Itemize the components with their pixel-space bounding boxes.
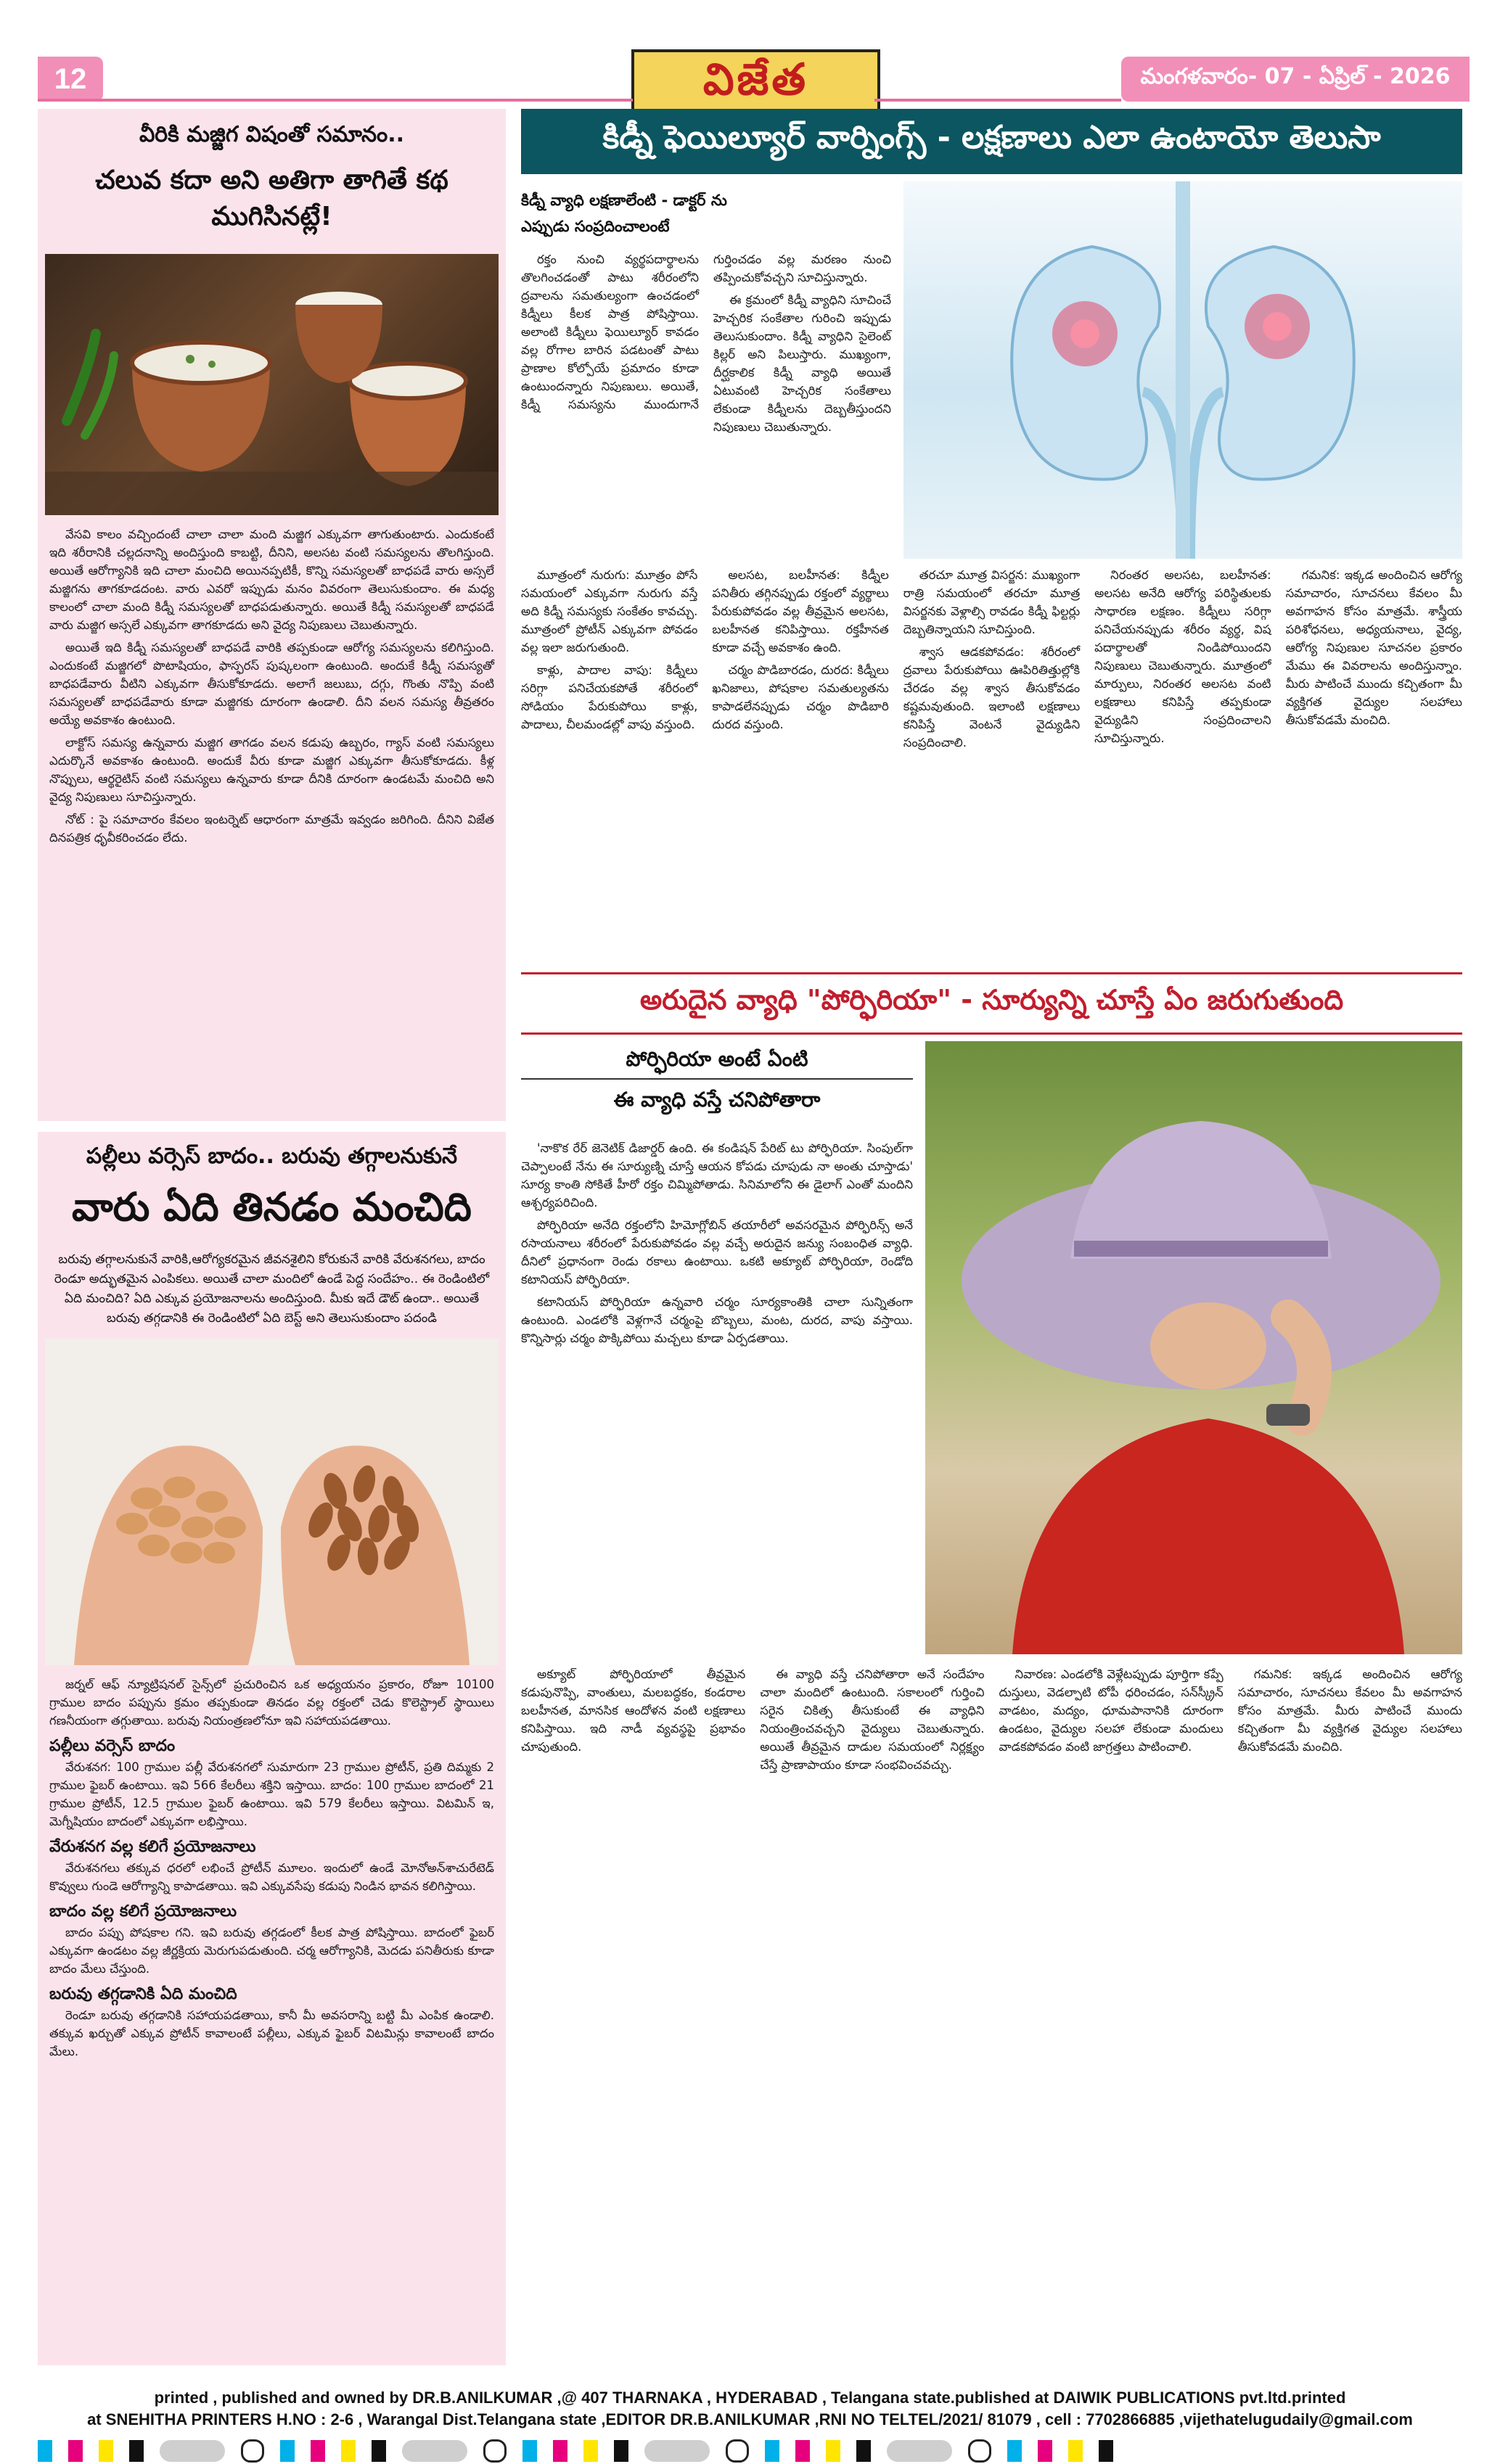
- buttermilk-note: నోట్ : పై సమాచారం కేవలం ఇంటర్నెట్ ఆధారంగా మాత్రమే ఇవ్వడం జరిగింది. దీనిని విజేత దినపత్రిక ధృవీకరించడం లేదు.: [49, 813, 494, 845]
- grey-tint-swatch: [402, 2440, 467, 2462]
- kidney-body-top: [521, 250, 891, 548]
- cyan-swatch: [280, 2440, 295, 2462]
- kidney-paragraph: శ్వాస ఆడకపోవడం: శరీరంలో ద్రవాలు పేరుకుపోయి ఊపిరితిత్తుల్లోకి చేరడం వల్ల శ్వాస తీసుకోవడం కష్టమవుతుంది. ఇలాంటి లక్షణాలు కనిపిస్తే వెంటనే వైద్యుడిని సంప్రదించాలి.: [903, 645, 1081, 750]
- kidney-subhead: కిడ్నీ వ్యాధి లక్షణాలేంటి - డాక్టర్ ను ఎప్పుడు సంప్రదించాలంటే: [521, 192, 727, 235]
- buttermilk-paragraph: అయితే ఇది కిడ్నీ సమస్యలతో బాధపడే వారికి తప్పకుండా ఆరోగ్య సమస్యలను కలిగిస్తుంది. ఎందుకంటే మజ్జిగలో పొటాషియం, ఫాస్ఫరస్ పుష్కలంగా ఉంటుంది. అందుకే కిడ్నీ సమస్యతో బాధపడేవారు వీటిని ఎక్కువగా తీసుకోకూడదు. అలాగే జలుబు, దగ్గు, గొంతు నొప్పి వంటి సమస్యలతో బాధపడేవారు కూడా మజ్జిగకు దూరంగా ఉండాలి. దీని వలన సమస్య తీవ్రతరం అయ్యే అవకాశం ఉంటుంది.: [49, 641, 494, 727]
- magenta-swatch: [553, 2440, 567, 2462]
- yellow-swatch: [583, 2440, 598, 2462]
- grey-tint-swatch: [160, 2440, 225, 2462]
- masthead-title: విజేత: [702, 54, 809, 105]
- porphyria-paragraph: కటానియస్ పోర్ఫిరియా ఉన్నవారి చర్మం సూర్యకాంతికి చాలా సున్నితంగా ఉంటుంది. ఎండలోకి వెళ్లగానే చర్మంపై బొబ్బలు, మంట, దురద, వాపు వస్తాయి. కొన్నిసార్లు చర్మం పొక్కిపోయి మచ్చలు కూడా ఏర్పడతాయి.: [521, 1295, 913, 1345]
- kidney-banner: కిడ్నీ ఫెయిల్యూర్ వార్నింగ్స్ - లక్షణాలు ఎలా ఉంటాయో తెలుసా: [521, 109, 1462, 174]
- peanuts-section-title: బాదం వల్ల కలిగే ప్రయోజనాలు: [49, 1902, 237, 1921]
- cyan-swatch: [522, 2440, 537, 2462]
- kidney-photo: [903, 181, 1462, 559]
- registration-mark-icon: [483, 2439, 507, 2463]
- header-rule-right: [874, 99, 1121, 102]
- registration-mark-icon: [968, 2439, 991, 2463]
- porphyria-question-1: పోర్ఫిరియా అంటే ఏంటి: [521, 1045, 913, 1080]
- yellow-swatch: [341, 2440, 356, 2462]
- porphyria-banner: అరుదైన వ్యాధి "పోర్ఫిరియా" - సూర్యున్ని చూస్తే ఏం జరుగుతుంది: [521, 972, 1462, 1035]
- peanuts-illustration: [45, 1339, 499, 1665]
- print-registration-strip: [38, 2439, 1462, 2463]
- yellow-swatch: [99, 2440, 113, 2462]
- page-number: 12: [38, 57, 103, 102]
- peanuts-section-title: బరువు తగ్గడానికి ఏది మంచిది: [49, 1985, 237, 2003]
- kidney-paragraph: ఈ క్రమంలో కిడ్నీ వ్యాధిని సూచించే హెచ్చరిక సంకేతాల గురించి ఇప్పుడు తెలుసుకుందాం. కిడ్నీ వ్యాధిని సైలెంట్ కిల్లర్ అని పిలుస్తారు. ముఖ్యంగా, దీర్ఘకాలిక కిడ్నీ వ్యాధి అయితే ఏటువంటి హెచ్చరిక సంకేతాలు లేకుండా కిడ్నీలను దెబ్బతీస్తుందని నిపుణులు చెబుతున్నారు.: [713, 293, 891, 434]
- yellow-swatch: [1068, 2440, 1083, 2462]
- buttermilk-article: [38, 109, 506, 1121]
- grey-tint-swatch: [644, 2440, 710, 2462]
- porphyria-paragraph: నివారణ: ఎండలోకి వెళ్లేటప్పుడు పూర్తిగా కప్పే దుస్తులు, వెడల్పాటి టోపీ ధరించడం, సన్‌స్క్రీన్ వాడటం, మద్యం, ధూమపానానికి దూరంగా ఉండటం, వైద్యుల సలహా లేకుండా మందులు వాడకపోవడం వంటి జాగ్రత్తలు పాటించాలి.: [999, 1667, 1224, 1754]
- porphyria-photo: [925, 1041, 1462, 1654]
- buttermilk-headline: చలువ కదా అని అతిగా తాగితే కథ ముగిసినట్లే!: [95, 165, 448, 231]
- kidney-note: గమనిక: ఇక్కడ అందించిన ఆరోగ్య సమాచారం, సూచనలు కేవలం మీ అవగాహన కోసం మాత్రమే. శాస్త్రీయ పరిశోధనలు, అధ్యయనాలు, వైద్య, ఆరోగ్య నిపుణుల సూచనల ప్రకారం మేము ఈ వివరాలను అందిస్తున్నాం. మీరు పాటించే ముందు కచ్చితంగా మీ వ్యక్తిగత వైద్యుల సలహాలు తీసుకోవడమే మంచిది.: [1285, 568, 1462, 727]
- magenta-swatch: [68, 2440, 83, 2462]
- porphyria-paragraph: 'నాకొక రేర్ జెనెటిక్ డిజార్డర్ ఉంది. ఈ కండిషన్ పేరిట్ టు పోర్ఫిరియా. సింపుల్‌గా చెప్పాలంటే నేను ఈ సూర్యుణ్ని చూస్తే ఆయన కోపడు చూపుడు నా అంతు చూస్తాడు' సూర్య కాంతి సోకితే హీరో రక్తం చిమ్మిపోతాడు. సినిమాలోని ఈ డైలాగ్ ఎంతో మందిని ఆశ్చర్యపరిచింది.: [521, 1141, 913, 1210]
- page-header: [0, 0, 1500, 109]
- cyan-swatch: [765, 2440, 779, 2462]
- buttermilk-paragraph: లాక్టోస్ సమస్య ఉన్నవారు మజ్జిగ తాగడం వలన కడుపు ఉబ్బరం, గ్యాస్ వంటి సమస్యలు ఎదుర్కొనే అవకాశం ఉంటుంది. అందుకే వీరు కూడా మజ్జిగ ఎక్కువగా తీసుకోకూడదు. కీళ్ల నొప్పులు, ఆర్థరైటిస్ వంటి సమస్యలు ఉన్నవారు కూడా దీనికి దూరంగా ఉండటమే మంచిది అని వైద్య నిపుణులు సూచిస్తున్నారు.: [49, 736, 494, 804]
- header-rule-left: [38, 99, 633, 102]
- kidney-paragraph: తరచూ మూత్ర విసర్జన: ముఖ్యంగా రాత్రి సమయంలో తరచూ మూత్ర విసర్జనకు వెళ్లాల్సి రావడం కిడ్నీ ఫిల్టర్లు దెబ్బతిన్నాయని సూచిస్తుంది.: [903, 568, 1081, 636]
- imprint-footer: [0, 2387, 1500, 2438]
- porphyria-note: గమనిక: ఇక్కడ అందించిన ఆరోగ్య సమాచారం, సూచనలు కేవలం మీ అవగాహన కోసం మాత్రమే. మీరు పాటించే ముందు కచ్చితంగా మీ వ్యక్తిగత వైద్యుల సలహాలు తీసుకోవడమే మంచిది.: [1237, 1667, 1462, 1754]
- porphyria-illustration: [925, 1041, 1462, 1654]
- black-swatch: [129, 2440, 144, 2462]
- yellow-swatch: [826, 2440, 840, 2462]
- cyan-swatch: [38, 2440, 52, 2462]
- peanuts-kicker: పల్లీలు వర్సెస్ బాదం.. బరువు తగ్గాలనుకునే: [86, 1143, 458, 1169]
- peanuts-section-text: వేరుశనగలు తక్కువ ధరలో లభించే ప్రోటీన్ మూలం. ఇందులో ఉండే మోనోఅన్‌శాచురేటెడ్ కొవ్వులు గుండె ఆరోగ్యాన్ని కాపాడతాయి. ఇవి ఎక్కువసేపు కడుపు నిండిన భావన కలిగిస్తాయి.: [49, 1861, 494, 1893]
- kidney-body-bottom: [521, 566, 1462, 958]
- kidney-paragraph: మూత్రంలో నురుగు: మూత్రం పోసే సమయంలో ఎక్కువగా నురుగు వస్తే అది కిడ్నీ సమస్యకు సంకేతం కావచ్చు. మూత్రంలో ప్రోటీన్ ఎక్కువగా పోవడం వల్ల ఇలా జరుగుతుంది.: [521, 568, 698, 654]
- peanuts-lead: జర్నల్ ఆఫ్ న్యూట్రిషనల్ సైన్స్‌లో ప్రచురించిన ఒక అధ్యయనం ప్రకారం, రోజూ 10100 గ్రాముల బాదం పప్పును క్రమం తప్పకుండా తినడం వల్ల రక్తంలో చెడు కొలెస్ట్రాల్ స్థాయిలు గణనీయంగా తగ్గుతాయి. బరువు నియంత్రణలోనూ ఇవి సహాయపడతాయి.: [49, 1677, 494, 1728]
- issue-date: మంగళవారం- 07 - ఏప్రిల్ - 2026: [1121, 57, 1470, 102]
- buttermilk-kicker: వీరికి మజ్జిగ విషంతో సమానం..: [139, 122, 405, 147]
- buttermilk-body: [49, 525, 494, 847]
- magenta-swatch: [795, 2440, 810, 2462]
- peanuts-section-text: రెండూ బరువు తగ్గడానికి సహాయపడతాయి, కానీ మీ అవసరాన్ని బట్టి మీ ఎంపిక ఉండాలి. తక్కువ ఖర్చుతో ఎక్కువ ప్రోటీన్ కావాలంటే పల్లీలు, ఎక్కువ ఫైబర్ విటమిన్లు కావాలంటే బాదం మేలు.: [49, 2008, 494, 2058]
- grey-tint-swatch: [887, 2440, 952, 2462]
- magenta-swatch: [311, 2440, 325, 2462]
- kidney-paragraph: నిరంతర అలసట, బలహీనత: అలసట అనేది ఆరోగ్య పరిస్థితులకు సాధారణ లక్షణం. కిడ్నీలు సరిగ్గా పనిచేయనప్పుడు శరీరం వ్యర్థ, విష పదార్థాలతో నిండిపోయిందని నిపుణులు చెబుతున్నారు. మూత్రంలో మార్పులు, నిరంతర అలసట వంటి లక్షణాలు కనిపిస్తే తప్పకుండా వైద్యుడిని సంప్రదించాలని సూచిస్తున్నారు.: [1094, 568, 1271, 745]
- porphyria-question-2: ఈ వ్యాధి వస్తే చనిపోతారా: [613, 1088, 821, 1112]
- imprint-line-2: at SNEHITHA PRINTERS H.NO : 2-6 , Warangal Dist.Telangana state ,EDITOR DR.B.ANILKUMAR ,RNI NO TELTEL/2021/ 81079 , cell : 7702866885 ,vijethatelugudaily@gmail.com: [87, 2410, 1413, 2428]
- black-swatch: [1099, 2440, 1113, 2462]
- buttermilk-illustration: [45, 254, 499, 515]
- peanuts-section-text: వేరుశనగ: 100 గ్రాముల పల్లీ వేరుశనగలో సుమారుగా 23 గ్రాముల ప్రోటీన్, ప్రతి దిమ్మకు 2 గ్రాముల ఫైబర్ ఉంటాయి. ఇవి 566 కేలరీలు శక్తిని ఇస్తాయి. బాదం: 100 గ్రాముల బాదంలో 21 గ్రాముల ప్రోటీన్, 12.5 గ్రాముల ఫైబర్ ఉంటాయి. ఇవి 579 కేలరీలు ఇస్తాయి. విటమిన్ ఇ, మెగ్నీషియం బాదంలో ఎక్కువగా లభిస్తాయి.: [49, 1760, 494, 1828]
- registration-mark-icon: [726, 2439, 749, 2463]
- cyan-swatch: [1007, 2440, 1022, 2462]
- peanuts-article: [38, 1132, 506, 2365]
- peanuts-section-title: వేరుశనగ వల్ల కలిగే ప్రయోజనాలు: [49, 1838, 256, 1856]
- kidney-paragraph: అలసట, బలహీనత: కిడ్నీల పనితీరు తగ్గినప్పుడు రక్తంలో వ్యర్థాలు పేరుకుపోవడం వల్ల తీవ్రమైన అలసట, బలహీనత కనిపిస్తాయి. రక్తహీనత కూడా వచ్చే అవకాశం ఉంది.: [712, 568, 889, 654]
- buttermilk-paragraph: వేసవి కాలం వచ్చిందంటే చాలా చాలా మంది మజ్జిగ ఎక్కువగా తాగుతుంటారు. ఎందుకంటే ఇది శరీరానికి చల్లదనాన్ని అందిస్తుంది కాబట్టి, దీనిని, అలసట వంటి సమస్యలను తొలగిస్తుంది. అయితే ఆరోగ్యానికి ఇది చాలా మంచిది అయినప్పటికీ, కొన్ని సమస్యలతో బాధపడే వారు అస్సలే మజ్జిగను తాగకూడదంట. వారు ఎవరో ఇప్పుడు మనం వివరంగా తెలుసుకుందాం. ఈ మధ్య కాలంలో చాలా మంది కిడ్నీ సమస్యలతో బాధపడుతున్నారు. అయితే కిడ్నీ సమస్యలతో బాధపడే వారు మజ్జిగ అస్సలే ఎక్కువగా తాగకూడదు అని వైద్య నిపుణులు చెబుతున్నారు.: [49, 527, 494, 632]
- porphyria-body-bottom: [521, 1665, 1462, 2369]
- porphyria-body-top: [521, 1139, 913, 1654]
- kidney-illustration: [903, 181, 1462, 559]
- kidney-paragraph: రక్తం నుంచి వ్యర్థపదార్థాలను తొలగించడంతో పాటు శరీరంలోని ద్రవాలను సమతుల్యంగా ఉంచడంలో కిడ్నీలు కీలక పాత్ర పోషిస్తాయి. అలాంటి కిడ్నీలు ఫెయిల్యూర్ కావడం వల్ల రోగాల బారిన పడటంతో పాటు ప్రాణాల కోల్పోయే ప్రమాదం కూడా ఉంటుందన్నారు నిపుణులు. అయితే, కిడ్నీ సమస్యను ముందుగానే గుర్తించడం వల్ల మరణం నుంచి తప్పించుకోవచ్చని సూచిస్తున్నారు.: [521, 252, 891, 411]
- porphyria-questions: [521, 1045, 913, 1125]
- registration-mark-icon: [241, 2439, 264, 2463]
- peanuts-intro: బరువు తగ్గాలనుకునే వారికి,ఆరోగ్యకరమైన జీవనశైలిని కోరుకునే వారికి వేరుశనగలు, బాదం రెండూ అద్భుతమైన ఎంపికలు. అయితే చాలా మందిలో ఉండే పెద్ద సందేహం.. ఈ రెండింటిలో ఏది మంచిది? ఏది ఎక్కువ ప్రయోజనాలను అందిస్తుంది. మీకు ఇదే డౌట్ ఉందా.. అయితే బరువు తగ్గడానికి ఈ రెండింటిలో ఏది బెస్ట్ అని తెలుసుకుందాం పదండి: [54, 1252, 490, 1326]
- kidney-paragraph: చర్మం పొడిబారడం, దురద: కిడ్నీలు ఖనిజాలు, పోషకాల సమతుల్యతను కాపాడలేనప్పుడు చర్మం పొడిబారి దురద వస్తుంది.: [712, 663, 889, 731]
- peanuts-photo: [45, 1339, 499, 1665]
- peanuts-section-title: పల్లీలు వర్సెస్ బాదం: [49, 1737, 176, 1755]
- buttermilk-photo: [45, 254, 499, 515]
- imprint-line-1: printed , published and owned by DR.B.ANILKUMAR ,@ 407 THARNAKA , HYDERABAD , Telangana state.published at DAIWIK PUBLICATIONS pvt.ltd.printed: [154, 2389, 1346, 2407]
- magenta-swatch: [1038, 2440, 1052, 2462]
- porphyria-paragraph: ఈ వ్యాధి వస్తే చనిపోతారా అనే సందేహం చాలా మందిలో ఉంటుంది. సకాలంలో గుర్తించి సరైన చికిత్స తీసుకుంటే ఈ వ్యాధిని నియంత్రించవచ్చని వైద్యులు చెబుతున్నారు. అయితే తీవ్రమైన దాడుల సమయంలో నిర్లక్ష్యం చేస్తే ప్రాణాపాయం కూడా సంభవించవచ్చు.: [760, 1667, 985, 1772]
- peanuts-headline: వారు ఏది తినడం మంచిది: [72, 1184, 472, 1230]
- porphyria-paragraph: పోర్ఫిరియా అనేది రక్తంలోని హిమోగ్లోబిన్ తయారీలో అవసరమైన పోర్ఫిరిన్స్ అనే రసాయనాలు శరీరంలో పేరుకుపోవడం వల్ల వచ్చే అరుదైన జన్యు సంబంధిత వ్యాధి. దీనిలో ప్రధానంగా రెండు రకాలు ఉంటాయి. ఒకటి అక్యూట్ పోర్ఫిరియా, రెండోది కటానియస్ పోర్ఫిరియా.: [521, 1218, 913, 1286]
- peanuts-body: [49, 1675, 494, 2061]
- kidney-paragraph: కాళ్లు, పాదాల వాపు: కిడ్నీలు సరిగ్గా పనిచేయకపోతే శరీరంలో సోడియం పేరుకుపోయి కాళ్లు, పాదాలు, చీలమండల్లో వాపు వస్తుంది.: [521, 663, 698, 731]
- black-swatch: [856, 2440, 871, 2462]
- porphyria-paragraph: అక్యూట్ పోర్ఫిరియాలో తీవ్రమైన కడుపునొప్పి, వాంతులు, మలబద్ధకం, కండరాల బలహీనత, మానసిక ఆందోళన వంటి లక్షణాలు కనిపిస్తాయి. ఇది నాడీ వ్యవస్థపై ప్రభావం చూపుతుంది.: [521, 1667, 746, 1754]
- black-swatch: [372, 2440, 386, 2462]
- black-swatch: [614, 2440, 628, 2462]
- peanuts-section-text: బాదం పప్పు పోషకాల గని. ఇవి బరువు తగ్గడంలో కీలక పాత్ర పోషిస్తాయి. బాదంలో ఫైబర్ ఎక్కువగా ఉండటం వల్ల జీర్ణక్రియ మెరుగుపడుతుంది. చర్మ ఆరోగ్యానికి, మెదడు పనితీరుకు కూడా బాదం మేలు చేస్తుంది.: [49, 1926, 494, 1976]
